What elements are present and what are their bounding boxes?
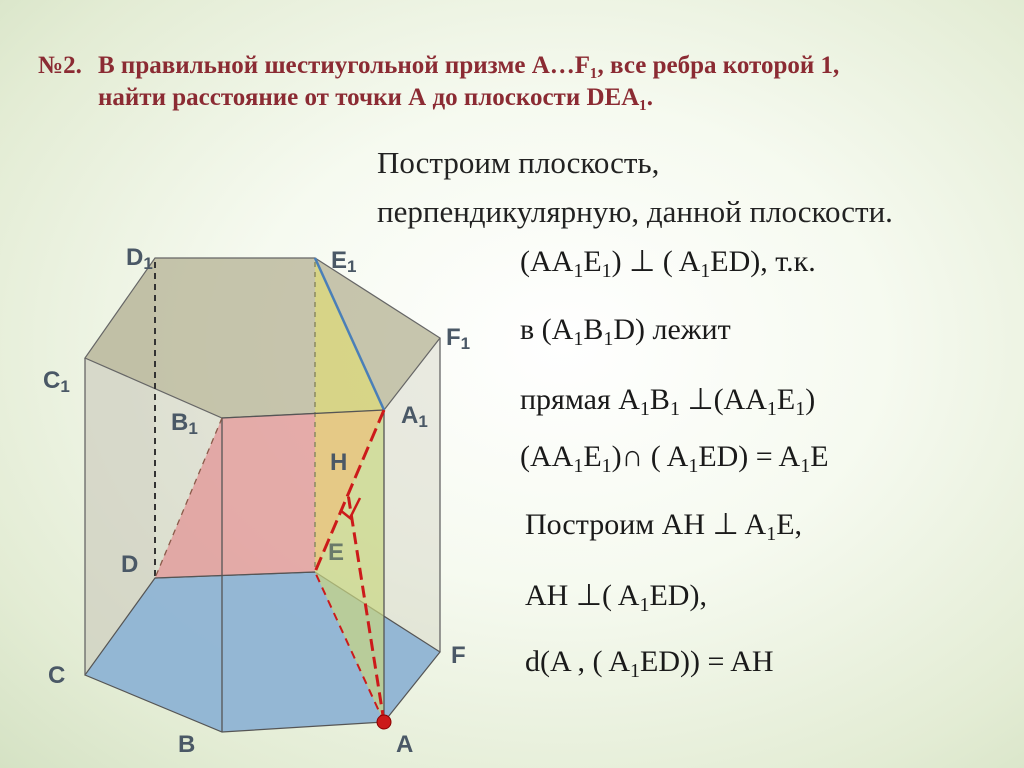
label-b: B: [178, 731, 196, 758]
label-c1: C1: [43, 367, 70, 396]
label-a: A: [396, 731, 414, 758]
step-plane-contains: в $(A_1B_1D)$ лежит: [520, 313, 731, 350]
step-plane-intersection: $(AA_1E_1)\cap$ ( $A_1ED) = A_1E$: [520, 440, 829, 477]
step-distance-result: d(A , ( $A_1ED$)) = AH: [525, 645, 774, 682]
label-e: E: [328, 539, 345, 566]
intro-line1: Построим плоскость,: [377, 145, 660, 180]
label-h: H: [330, 449, 348, 476]
label-c: C: [48, 662, 66, 689]
problem-number: №2.: [38, 52, 82, 79]
label-e1: E1: [331, 247, 357, 276]
label-b1: B1: [171, 409, 198, 438]
label-a1: A1: [401, 402, 428, 431]
point-a: [377, 715, 391, 729]
label-f: F: [451, 642, 466, 669]
step-planes-perpendicular: $(AA_1E_1)$ ⊥ ( $A_1ED$), т.к.: [520, 245, 816, 282]
label-d1: D1: [126, 244, 153, 273]
problem-statement-line2: найти расстояние от точки А до плоскости DEA₁.: [98, 84, 654, 111]
step-line-perpendicular: прямая $A_1B_1$ $\perp(AA_1E_1)$: [520, 383, 816, 420]
label-d: D: [121, 551, 139, 578]
step-ah-perpendicular-plane: AH ⊥( $A_1ED$),: [525, 579, 707, 616]
problem-statement-line1: В правильной шестиугольной призме A…F₁, все ребра которой 1,: [98, 52, 840, 79]
label-f1: F1: [446, 324, 471, 353]
step-construct-ah: Построим AH ⊥ $A_1E$,: [525, 508, 803, 545]
intro-line2: перпендикулярную, данной плоскости.: [377, 194, 893, 229]
